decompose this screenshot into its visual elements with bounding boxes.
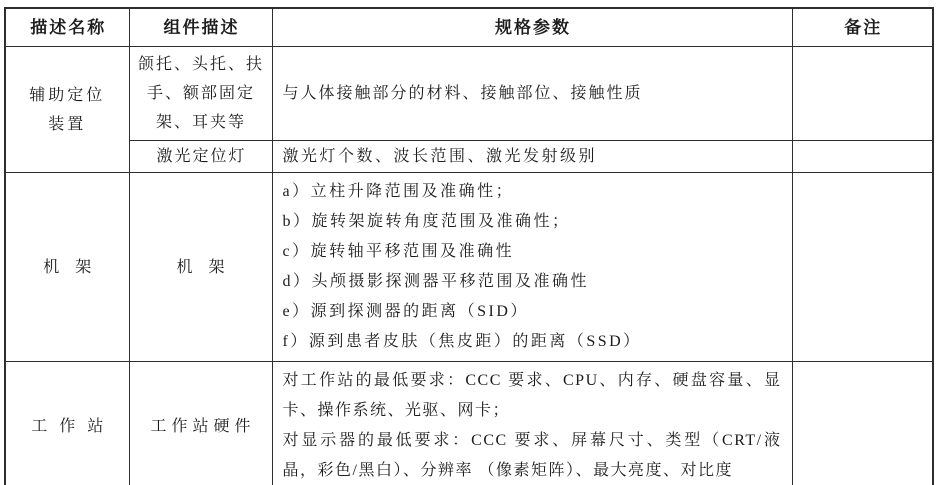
cell-workstation-name: 工作站	[5, 362, 129, 485]
table-row-aux-device	[5, 47, 933, 141]
header-cell-remark: 备注	[792, 8, 933, 47]
table-header-row	[5, 8, 933, 47]
cell-laser-component: 激光定位灯	[129, 141, 272, 173]
cell-laser-remark	[792, 141, 933, 173]
gantry-spec-item-e: e）源到探测器的距离（SID）	[282, 303, 529, 320]
cell-gantry-component: 机架	[129, 173, 272, 362]
cell-aux-device-remark	[792, 47, 933, 141]
table-row-gantry	[5, 173, 933, 362]
spec-table	[4, 7, 934, 485]
cell-aux-device-name	[5, 47, 129, 173]
cell-workstation-spec	[272, 362, 792, 485]
workstation-spec-paragraph-1: 对工作站的最低要求：CCC 要求、CPU、内存、硬盘容量、显卡、操作系统、光驱、网卡；	[282, 372, 782, 419]
cell-laser-spec: 激光灯个数、波长范围、激光发射级别	[272, 141, 792, 173]
gantry-spec-item-f: f）源到患者皮肤（焦皮距）的距离（SSD）	[282, 333, 642, 350]
cell-workstation-remark	[792, 362, 933, 485]
aux-device-name-label: 辅助定位装置	[29, 86, 106, 133]
cell-aux-device-components	[129, 47, 272, 141]
header-cell-component-description: 组件描述	[129, 8, 272, 47]
gantry-spec-item-b: b）旋转架旋转角度范围及准确性；	[282, 213, 571, 230]
table-row-workstation	[5, 362, 933, 485]
cell-workstation-component: 工作站硬件	[129, 362, 272, 485]
cell-gantry-name: 机架	[5, 173, 129, 362]
table-row-laser	[5, 141, 933, 173]
cell-gantry-remark	[792, 173, 933, 362]
workstation-spec-paragraph-2: 对显示器的最低要求：CCC 要求、屏幕尺寸、类型（CRT/液晶，彩色/黑白）、分辨率 （像素矩阵）、最大亮度、对比度	[282, 432, 782, 479]
gantry-spec-item-c: c）旋转轴平移范围及准确性	[282, 243, 515, 260]
cell-gantry-spec	[272, 173, 792, 362]
gantry-spec-item-a: a）立柱升降范围及准确性；	[282, 183, 515, 200]
cell-aux-device-spec: 与人体接触部分的材料、接触部位、接触性质	[272, 47, 792, 141]
aux-device-components-label: 颌托、头托、扶手、额部固定架、耳夹等	[137, 56, 264, 131]
header-cell-description-name: 描述名称	[5, 8, 129, 47]
gantry-spec-item-d: d）头颅摄影探测器平移范围及准确性	[282, 273, 590, 290]
header-cell-spec-params: 规格参数	[272, 8, 792, 47]
